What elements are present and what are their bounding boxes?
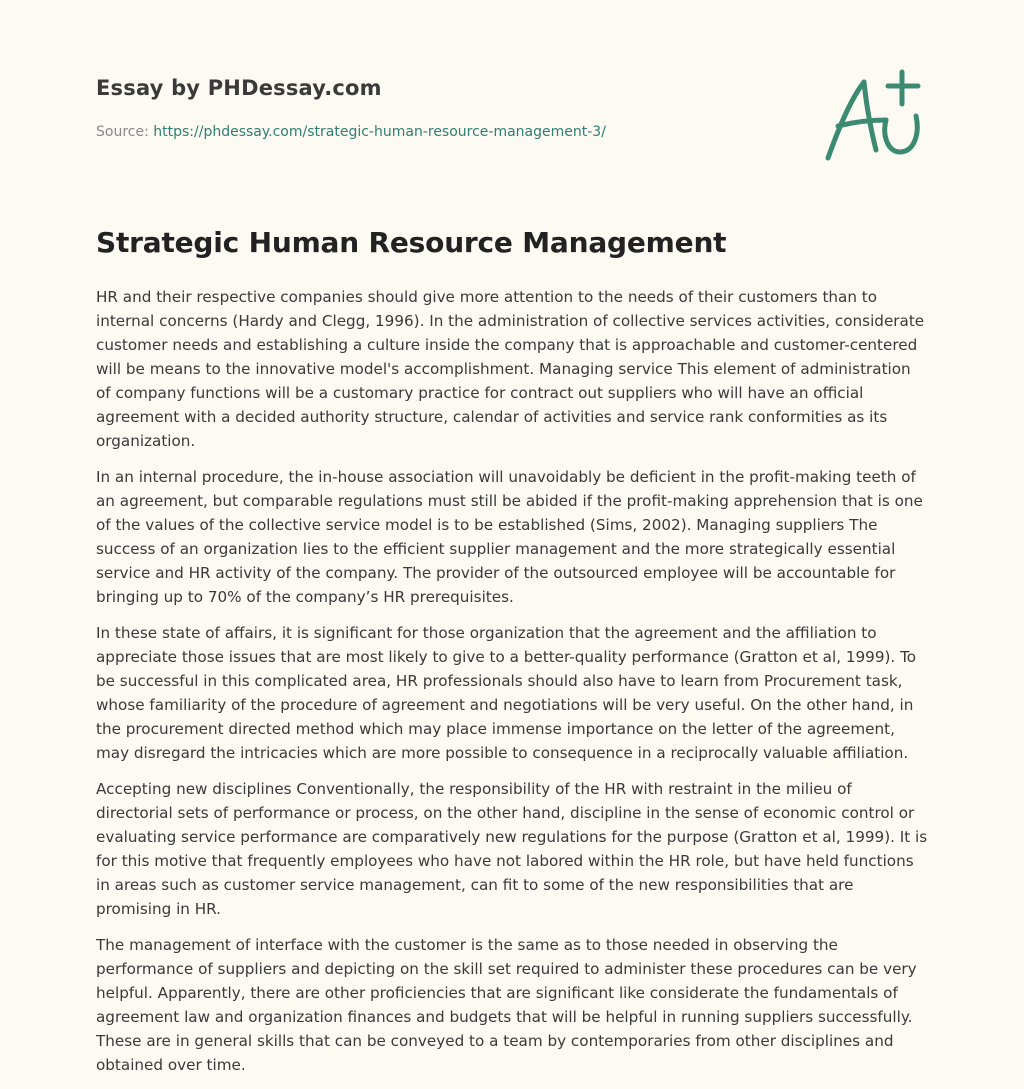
essay-body (96, 285, 928, 1089)
essay-title: Strategic Human Resource Management (96, 226, 727, 259)
source-link[interactable]: https://phdessay.com/strategic-human-resource-management-3/ (153, 124, 606, 140)
site-brand: Essay by PHDessay.com (96, 76, 382, 100)
source-label: Source: (96, 124, 154, 140)
essay-paragraph: HR and their respective companies should give more attention to the needs of their customers than to internal concerns (Hardy and Clegg, 1996). In the administration of collective services activities, considerate customer needs and establishing a culture inside the company that is approachable and customer-centered will be means to the innovative model's accomplishment. Managing service This element of administration of company functions will be a customary practice for contract out suppliers who will have an official agreement with a decided authority structure, calendar of activities and service rank conformities as its organization. (96, 288, 925, 450)
essay-paragraph: Accepting new disciplines Conventionally, the responsibility of the HR with restraint in the milieu of directorial sets of performance or process, on the other hand, discipline in the sense of economic control or evaluating service performance are comparatively new regulations for the purpose (Gratton et al, 1999). It is for this motive that frequently employees who have not labored within the HR role, but have held functions in areas such as customer service management, can fit to some of the new responsibilities that are promising in HR. (96, 780, 928, 918)
essay-paragraph: In these state of affairs, it is significant for those organization that the agreement and the affiliation to appreciate those issues that are most likely to give to a better-quality performance (Gratton et al, 1999). To be successful in this complicated area, HR professionals should also have to learn from Procurement task, whose familiarity of the procedure of agreement and negotiations will be very useful. On the other hand, in the procurement directed method which may place immense importance on the letter of the agreement, may disregard the intricacies which are more possible to consequence in a reciprocally valuable affiliation. (96, 624, 917, 762)
essay-paragraph: The management of interface with the customer is the same as to those needed in observing the performance of suppliers and depicting on the skill set required to administer these procedures can be very helpful. Apparently, there are other proficiencies that are significant like considerate the fundamentals of agreement law and organization finances and budgets that will be helpful in running suppliers successfully. These are in general skills that can be conveyed to a team by contemporaries from other disciplines and obtained over time. (96, 936, 917, 1074)
source-line (96, 124, 606, 140)
a-plus-logo-icon (820, 68, 930, 164)
essay-paragraph: In an internal procedure, the in-house association will unavoidably be deficient in the profit-making teeth of an agreement, but comparable regulations must still be abided if the profit-making apprehension that is one of the values of the collective service model is to be established (Sims, 2002). Managing suppliers The success of an organization lies to the efficient supplier management and the more strategically essential service and HR activity of the company. The provider of the outsourced employee will be accountable for bringing up to 70% of the company’s HR prerequisites. (96, 468, 923, 606)
